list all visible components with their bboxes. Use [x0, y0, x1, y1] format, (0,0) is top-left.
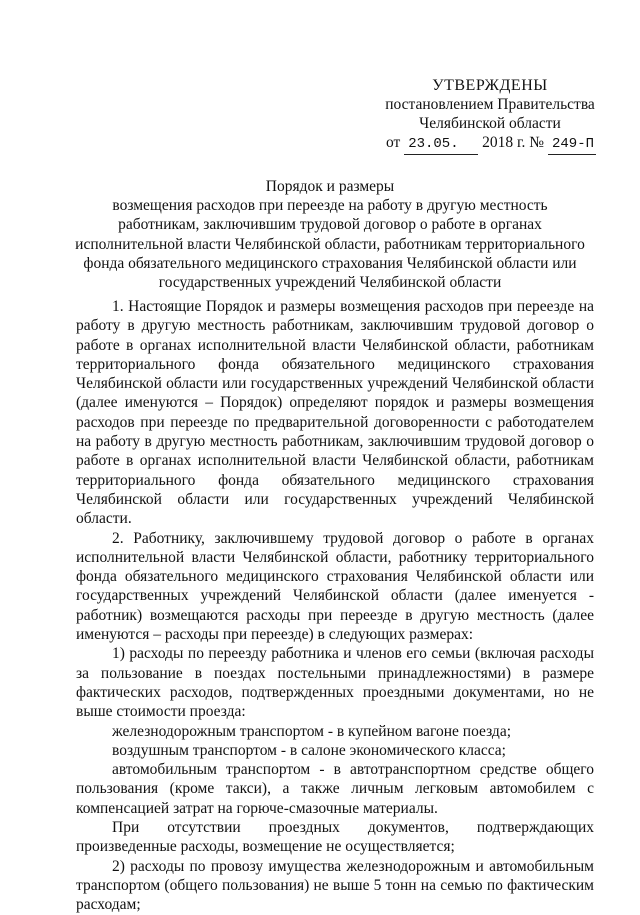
title-line-6: государственных учреждений Челябинской области	[158, 274, 502, 292]
document-title	[70, 177, 590, 292]
title-line-1: Порядок и размеры	[265, 178, 395, 195]
paragraph-6: автомобильным транспортом - в автотранспортном средстве общего пользования (кроме такси), а также личным легковым автомобилем с компенсацией затрат на горюче-смазочные материалы.	[76, 761, 594, 817]
paragraph-8: 2) расходы по провозу имущества железнодорожным и автомобильным транспортом (общего пользования) не выше 5 тонн на семью по фактическим расходам;	[76, 857, 594, 914]
date-prefix: от	[386, 134, 401, 151]
title-line-3: работникам, заключившим трудовой договор о работе в органах	[118, 216, 542, 234]
approval-heading: УТВЕРЖДЕНЫ	[432, 77, 548, 94]
approval-date-line	[360, 133, 620, 155]
year-text: 2018 г. №	[482, 134, 545, 151]
approval-block	[360, 76, 620, 155]
title-line-4: исполнительной власти Челябинской области, работникам территориального	[75, 235, 585, 253]
paragraph-7: При отсутствии проездных документов, подтверждающих произведенные расходы, возмещение не осуществляется;	[76, 819, 594, 856]
handwritten-number: 249-П	[548, 135, 596, 155]
title-line-2: возмещения расходов при переезде на работу в другую местность	[112, 197, 548, 215]
paragraph-4: железнодорожным транспортом - в купейном вагоне поезда;	[112, 722, 512, 740]
handwritten-date: 23.05.	[404, 135, 478, 155]
document-body	[76, 297, 594, 915]
approval-line-1: постановлением Правительства	[385, 96, 595, 113]
paragraph-5: воздушным транспортом - в салоне экономического класса;	[112, 741, 506, 759]
title-line-5: фонда обязательного медицинского страхования Челябинской области или	[83, 254, 577, 272]
approval-line-2: Челябинской области	[419, 115, 561, 132]
paragraph-2: 2. Работнику, заключившему трудовой договор о работе в органах исполнительной власти Челябинской области, работнику территориального фонда обязательного медицинского страхования Челябинской области или государственных учреждений Челябинской области (далее именуется - работник) возмещаются расходы при переезде в другую местность (далее именуются – расходы при переезде) в следующих размерах:	[76, 529, 594, 644]
paragraph-3: 1) расходы по переезду работника и членов его семьи (включая расходы за пользование в поездах постельными принадлежностями) в размере фактических расходов, подтвержденных проездными документами, но не выше стоимости проезда:	[76, 645, 594, 721]
paragraph-1: 1. Настоящие Порядок и размеры возмещения расходов при переезде на работу в другую местность работникам, заключившим трудовой договор о работе в органах исполнительной власти Челябинской области, работникам территориального фонда обязательного медицинского страхования Челябинской области или государственных учреждений Челябинской области (далее именуются – Порядок) определяют порядок и размеры возмещения расходов при переезде по предварительной договоренности с работодателем на работу в другую местность работникам, заключившим трудовой договор о работе в органах исполнительной власти Челябинской области, работникам территориального фонда обязательного медицинского страхования Челябинской области или государственных учреждений Челябинской области.	[76, 298, 594, 528]
